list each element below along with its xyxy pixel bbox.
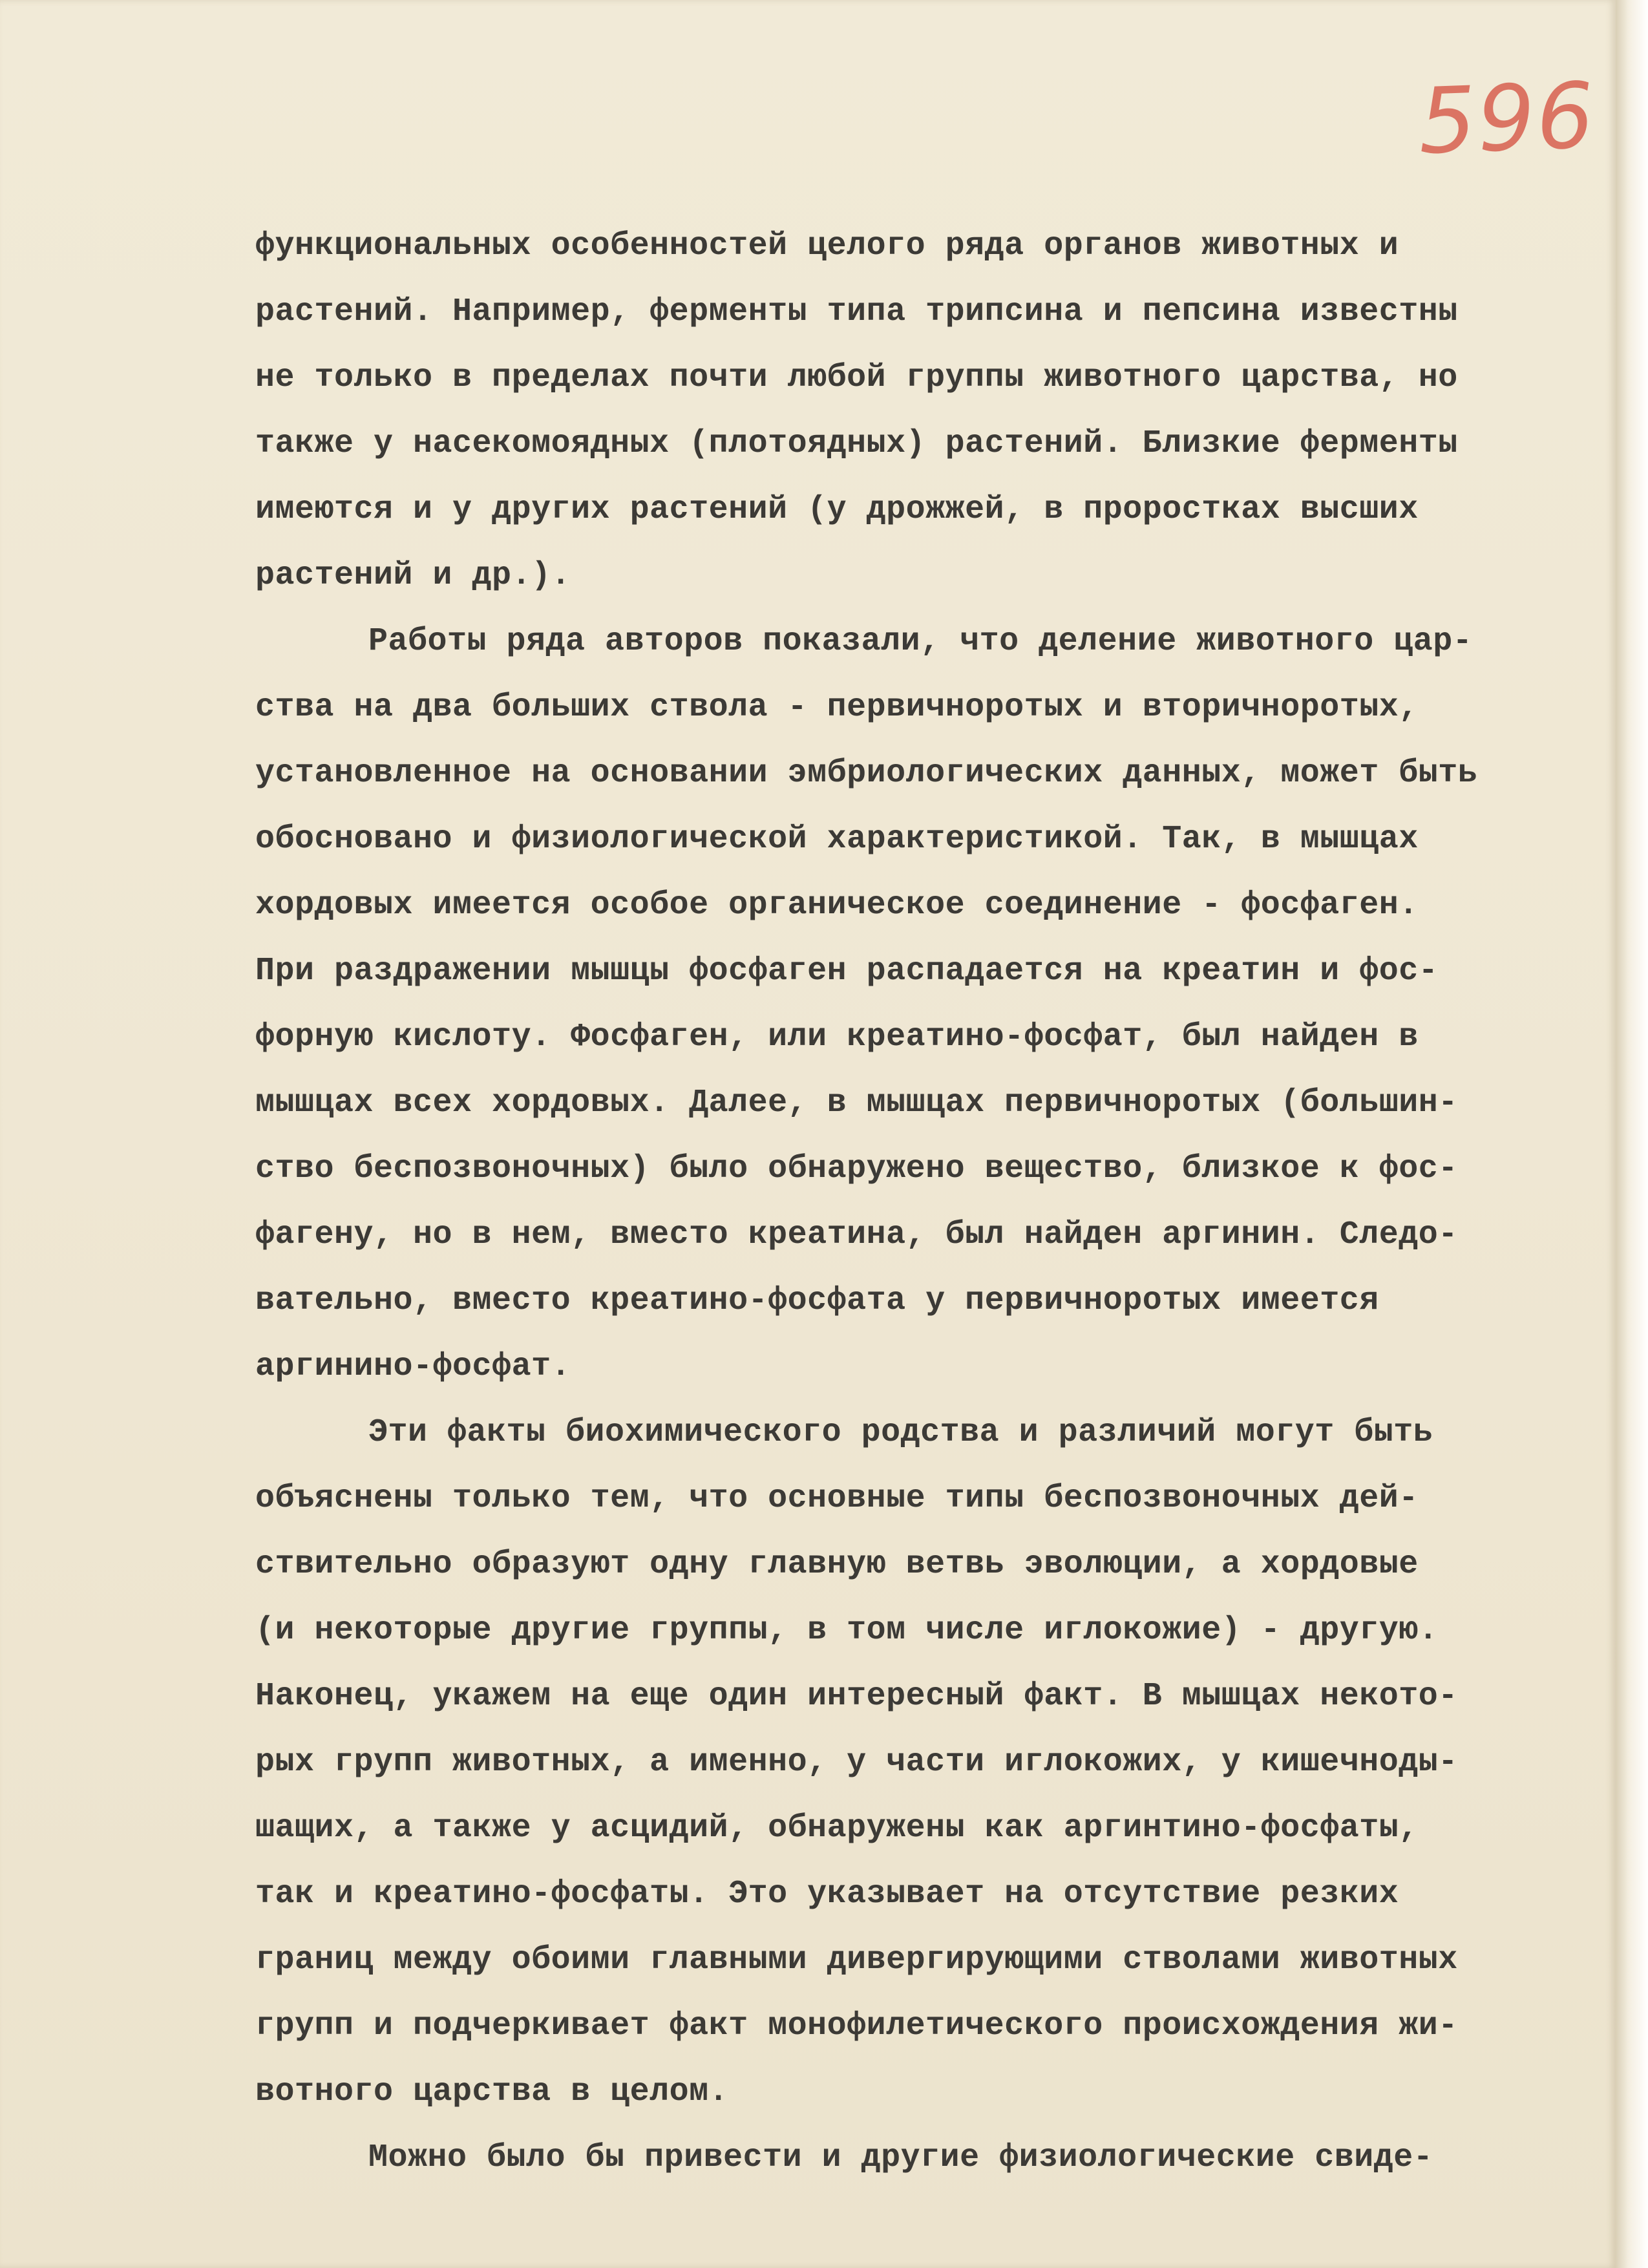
text-line: аргинино-фосфат. xyxy=(255,1348,571,1385)
text-line: растений и др.). xyxy=(255,557,571,594)
text-line: шащих, а также у асцидий, обнаружены как аргинтино-фосфаты, xyxy=(255,1810,1419,1847)
text-line: вательно, вместо креатино-фосфата у первичноротых имеется xyxy=(255,1282,1379,1319)
text-line: вотного царства в целом. xyxy=(255,2073,729,2110)
text-line: функциональных особенностей целого ряда органов животных и xyxy=(255,228,1399,264)
text-line: Работы ряда авторов показали, что деление животного цар- xyxy=(368,623,1473,660)
text-line: ства на два больших ствола - первичноротых и вторичноротых, xyxy=(255,689,1419,726)
text-line: фагену, но в нем, вместо креатина, был найден аргинин. Следо- xyxy=(255,1216,1458,1253)
text-line: хордовых имеется особое органическое соединение - фосфаген. xyxy=(255,887,1419,924)
text-line: Наконец, укажем на еще один интересный факт. В мышцах некото- xyxy=(255,1678,1458,1715)
text-line: При раздражении мышцы фосфаген распадается на креатин и фос- xyxy=(255,953,1439,990)
text-line: Можно было бы привести и другие физиологические свиде- xyxy=(368,2139,1433,2176)
text-line: границ между обоими главными дивергирующими стволами животных xyxy=(255,1942,1458,1978)
text-line: не только в пределах почти любой группы животного царства, но xyxy=(255,359,1458,396)
text-line: имеются и у других растений (у дрожжей, в проростках высших xyxy=(255,491,1419,528)
text-line: форную кислоту. Фосфаген, или креатино-фосфат, был найден в xyxy=(255,1019,1419,1055)
text-line: Эти факты биохимического родства и различий могут быть xyxy=(368,1414,1433,1451)
text-line: обосновано и физиологической характеристикой. Так, в мышцах xyxy=(255,821,1419,858)
text-line: растений. Например, ферменты типа трипсина и пепсина известны xyxy=(255,293,1458,330)
text-line: групп и подчеркивает факт монофилетического происхождения жи- xyxy=(255,2008,1458,2044)
text-line: так и креатино-фосфаты. Это указывает на отсутствие резких xyxy=(255,1876,1399,1913)
text-line: ствительно образуют одну главную ветвь эволюции, а хордовые xyxy=(255,1546,1419,1583)
text-line: объяснены только тем, что основные типы беспозвоночных дей- xyxy=(255,1480,1419,1517)
text-line: также у насекомоядных (плотоядных) растений. Близкие ферменты xyxy=(255,425,1458,462)
page-edge xyxy=(1616,0,1648,2268)
text-line: мышцах всех хордовых. Далее, в мышцах первичноротых (большин- xyxy=(255,1085,1458,1121)
text-line: ство беспозвоночных) было обнаружено вещество, близкое к фос- xyxy=(255,1150,1458,1187)
page-number: 596 xyxy=(1417,63,1597,175)
text-line: установленное на основании эмбриологических данных, может быть xyxy=(255,755,1478,792)
text-line: рых групп животных, а именно, у части иглокожих, у кишечноды- xyxy=(255,1744,1458,1781)
text-line: (и некоторые другие группы, в том числе иглокожие) - другую. xyxy=(255,1612,1439,1649)
document-text xyxy=(255,213,1580,2191)
